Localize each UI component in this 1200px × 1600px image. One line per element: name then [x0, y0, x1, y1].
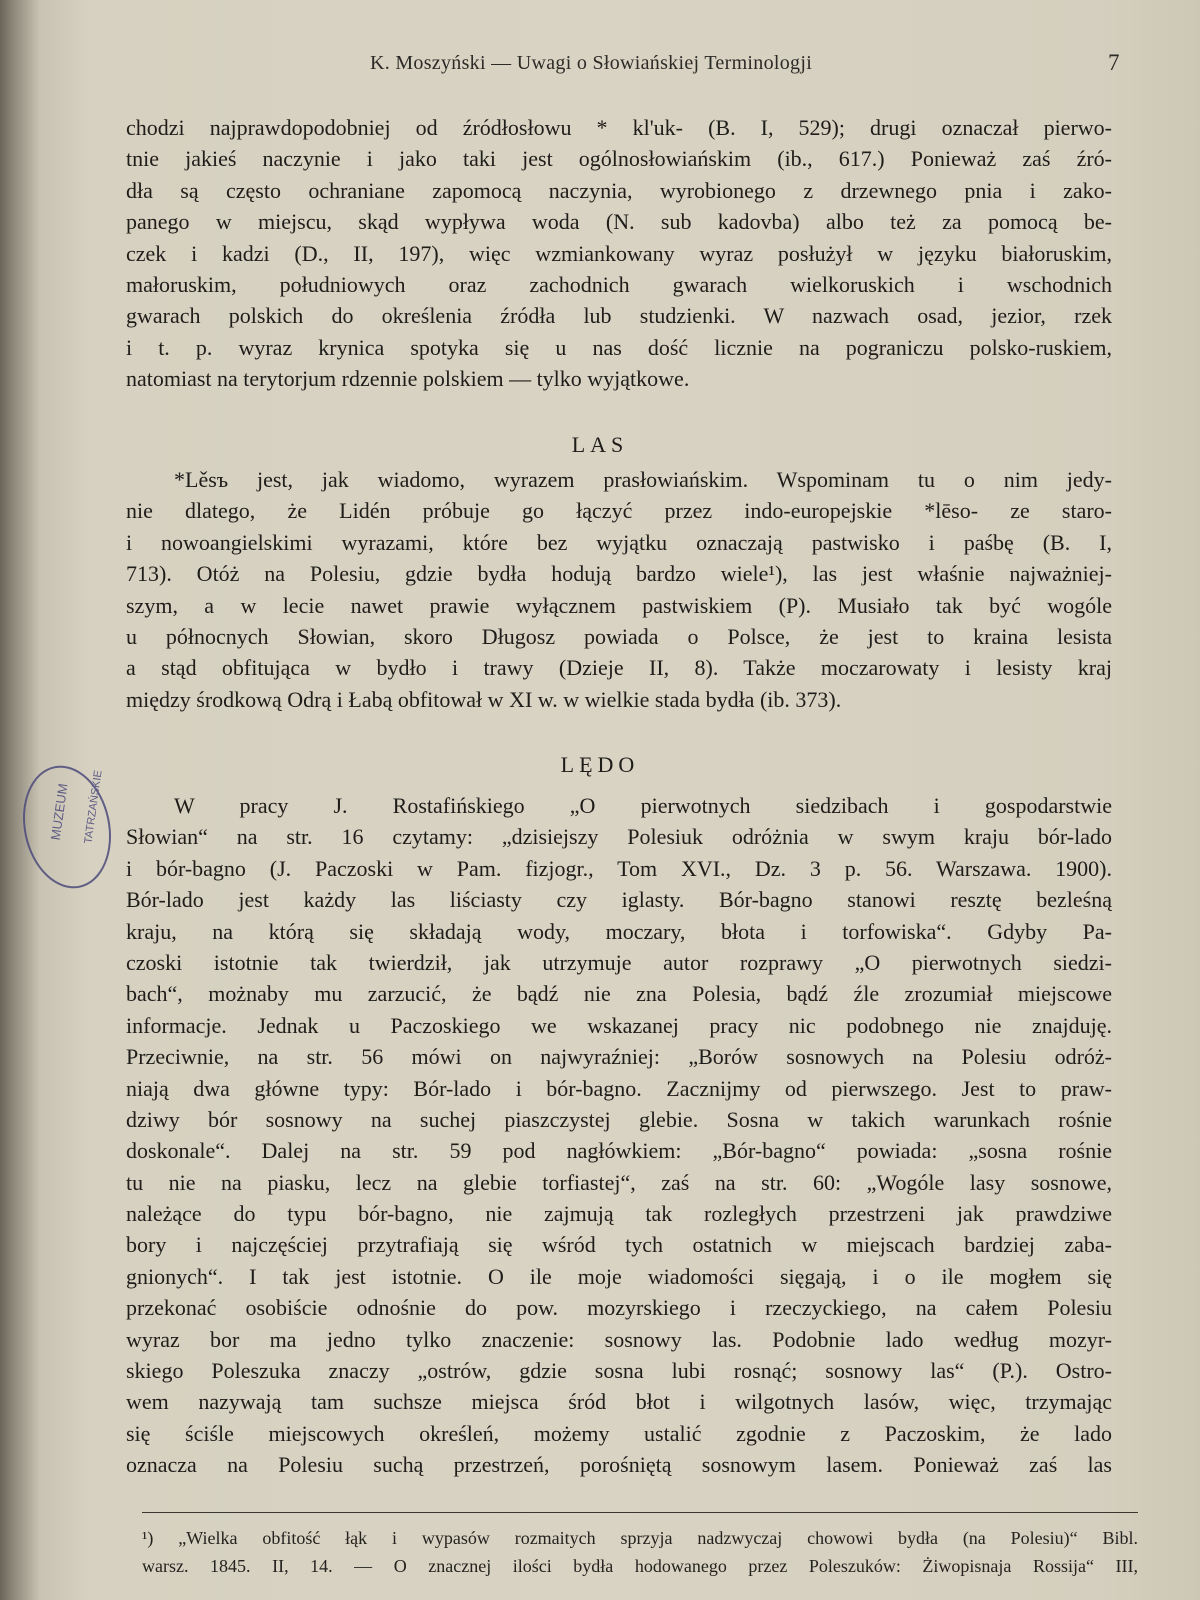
text-line: małoruskim, południowych oraz zachodnich gwarach wielkoruskich i wschodnich	[126, 271, 1112, 297]
text-line: gnionych“. I tak jest istotnie. O ile moje wiadomości sięgają, i o ile mogłem się	[126, 1263, 1112, 1289]
text-line: wem nazywają tam suchsze miejsca śród błot i wilgotnych lasów, więc, trzymając	[126, 1389, 1112, 1415]
text-line: i t. p. wyraz krynica spotyka się u nas dość licznie na pograniczu polsko-ruskiem,	[126, 334, 1112, 360]
footnote-line: warsz. 1845. II, 14. — O znacznej ilości bydła hodowanego przez Poleszuków: Żiwopisnaja Rossija“ III,	[142, 1556, 1138, 1576]
footnote-line: ¹) „Wielka obfitość łąk i wypasów rozmaitych sprzyja nadzwyczaj chowowi bydła (na Polesiu)“ Bibl.	[142, 1528, 1138, 1548]
text-line: Bór-lado jest każdy las liściasty czy iglasty. Bór-bagno stanowi resztę bezleśną	[126, 887, 1112, 913]
stamp-text: TATRZAŃSKIE	[82, 769, 105, 845]
section-heading-las: LAS	[571, 432, 629, 457]
text-line: należące do typu bór-bagno, nie zajmują tak rozległych przestrzeni jak prawdziwe	[126, 1201, 1112, 1227]
text-line: przekonać osobiście odnośnie do pow. mozyrskiego i rzeczyckiego, na całem Polesiu	[126, 1295, 1112, 1321]
section-heading-ledo: LĘDO	[560, 752, 640, 777]
stamp-text: MUZEUM	[47, 782, 71, 842]
paragraph-ledo	[126, 790, 1112, 1481]
text-line: skiego Poleszuka znaczy „ostrów, gdzie sosna lubi rosnąć; sosnowy las“ (P.). Ostro-	[126, 1358, 1112, 1384]
text-line: i nowoangielskimi wyrazami, które bez wyjątku oznaczają pastwisko i paśbę (B. I,	[126, 529, 1112, 555]
text-line: czoski istotnie tak twierdził, jak utrzymuje autor rozprawy „O pierwotnych siedzi-	[126, 949, 1112, 975]
text-line: doskonale“. Dalej na str. 59 pod nagłówkiem: „Bór-bagno“ powiada: „sosna rośnie	[126, 1138, 1112, 1164]
text-line: Słowian“ na str. 16 czytamy: „dzisiejszy Polesiuk odróżnia w swym kraju bór-lado	[126, 824, 1112, 850]
paragraph-krynica	[126, 112, 1112, 395]
footnote-divider	[142, 1512, 1138, 1513]
text-line: bach“, możnaby mu zarzucić, że bądź nie zna Polesia, bądź źle zrozumiał miejscowe	[126, 981, 1112, 1007]
museum-stamp	[12, 757, 122, 896]
text-line: panego w miejscu, skąd wypływa woda (N. sub kadovba) albo też za pomocą be-	[126, 209, 1112, 235]
text-line: szym, a w lecie nawet prawie wyłącznem pastwiskiem (P). Musiało tak być wogóle	[126, 592, 1112, 618]
text-line: bory i najczęściej przytrafiają się wśród tych ostatnich w miejscach bardziej zaba-	[126, 1232, 1112, 1258]
text-line: i bór-bagno (J. Paczoski w Pam. fizjogr., Tom XVI., Dz. 3 p. 56. Warszawa. 1900).	[126, 855, 1112, 881]
running-head	[0, 50, 1200, 80]
text-line: kraju, na którą się składają wody, moczary, błota i torfowiska“. Gdyby Pa-	[126, 918, 1112, 944]
text-line: tnie jakieś naczynie i jako taki jest ogólnosłowiańskim (ib., 617.) Ponieważ zaś źró-	[126, 146, 1112, 172]
page-number: 7	[1108, 50, 1120, 75]
text-line: informacje. Jednak u Paczoskiego we wskazanej pracy nic podobnego nie znajduję.	[126, 1012, 1112, 1038]
text-line: wyraz bor ma jedno tylko znaczenie: sosnowy las. Podobnie lado według mozyr-	[126, 1326, 1112, 1352]
text-line: się ściśle miejscowych określeń, możemy ustalić zgodnie z Paczoskim, że lado	[126, 1420, 1112, 1446]
text-line: u północnych Słowian, skoro Długosz powiada o Polsce, że jest to kraina lesista	[126, 623, 1112, 649]
text-line: W pracy J. Rostafińskiego „O pierwotnych siedzibach i gospodarstwie	[174, 793, 1112, 818]
running-title: K. Moszyński — Uwagi o Słowiańskiej Terminologji	[370, 52, 813, 74]
text-line: *Lěsъ jest, jak wiadomo, wyrazem prasłowiańskim. Wspominam tu o nim jedy-	[174, 467, 1112, 492]
text-line: niają dwa główne typy: Bór-lado i bór-bagno. Zacznijmy od pierwszego. Jest to praw-	[126, 1075, 1112, 1101]
text-line: czek i kadzi (D., II, 197), więc wzmiankowany wyraz posłużył w języku białoruskim,	[126, 240, 1112, 266]
text-line: oznacza na Polesiu suchą przestrzeń, porośniętą sosnowym lasem. Ponieważ zaś las	[126, 1452, 1112, 1478]
text-line: Przeciwnie, na str. 56 mówi on najwyraźniej: „Borów sosnowych na Polesiu odróż-	[126, 1044, 1112, 1070]
text-line: gwarach polskich do określenia źródła lub studzienki. W nazwach osad, jezior, rzek	[126, 303, 1112, 329]
text-line: 713). Otóż na Polesiu, gdzie bydła hodują bardzo wiele¹), las jest właśnie najważniej-	[126, 561, 1112, 587]
footnote	[142, 1524, 1138, 1580]
text-line: między środkową Odrą i Łabą obfitował w XI w. w wielkie stada bydła (ib. 373).	[126, 686, 842, 712]
text-line: tu nie na piasku, lecz na glebie torfiastej“, zaś na str. 60: „Wogóle lasy sosnowe,	[126, 1169, 1112, 1195]
text-line: chodzi najprawdopodobniej od źródłosłowu * kl'uk- (B. I, 529); drugi oznaczał pierwo-	[126, 115, 1112, 140]
paragraph-las	[126, 464, 1112, 715]
text-line: dła są często ochraniane zapomocą naczynia, wyrobionego z drzewnego pnia i zako-	[126, 177, 1112, 203]
text-line: dziwy bór sosnowy na suchej piaszczystej glebie. Sosna w takich warunkach rośnie	[126, 1106, 1112, 1132]
text-line: natomiast na terytorjum rdzennie polskiem — tylko wyjątkowe.	[126, 366, 690, 392]
text-line: nie dlatego, że Lidén próbuje go łączyć przez indo-europejskie *lēso- ze staro-	[126, 498, 1112, 524]
text-line: a stąd obfitująca w bydło i trawy (Dzieje II, 8). Także moczarowaty i lesisty kraj	[126, 655, 1112, 681]
